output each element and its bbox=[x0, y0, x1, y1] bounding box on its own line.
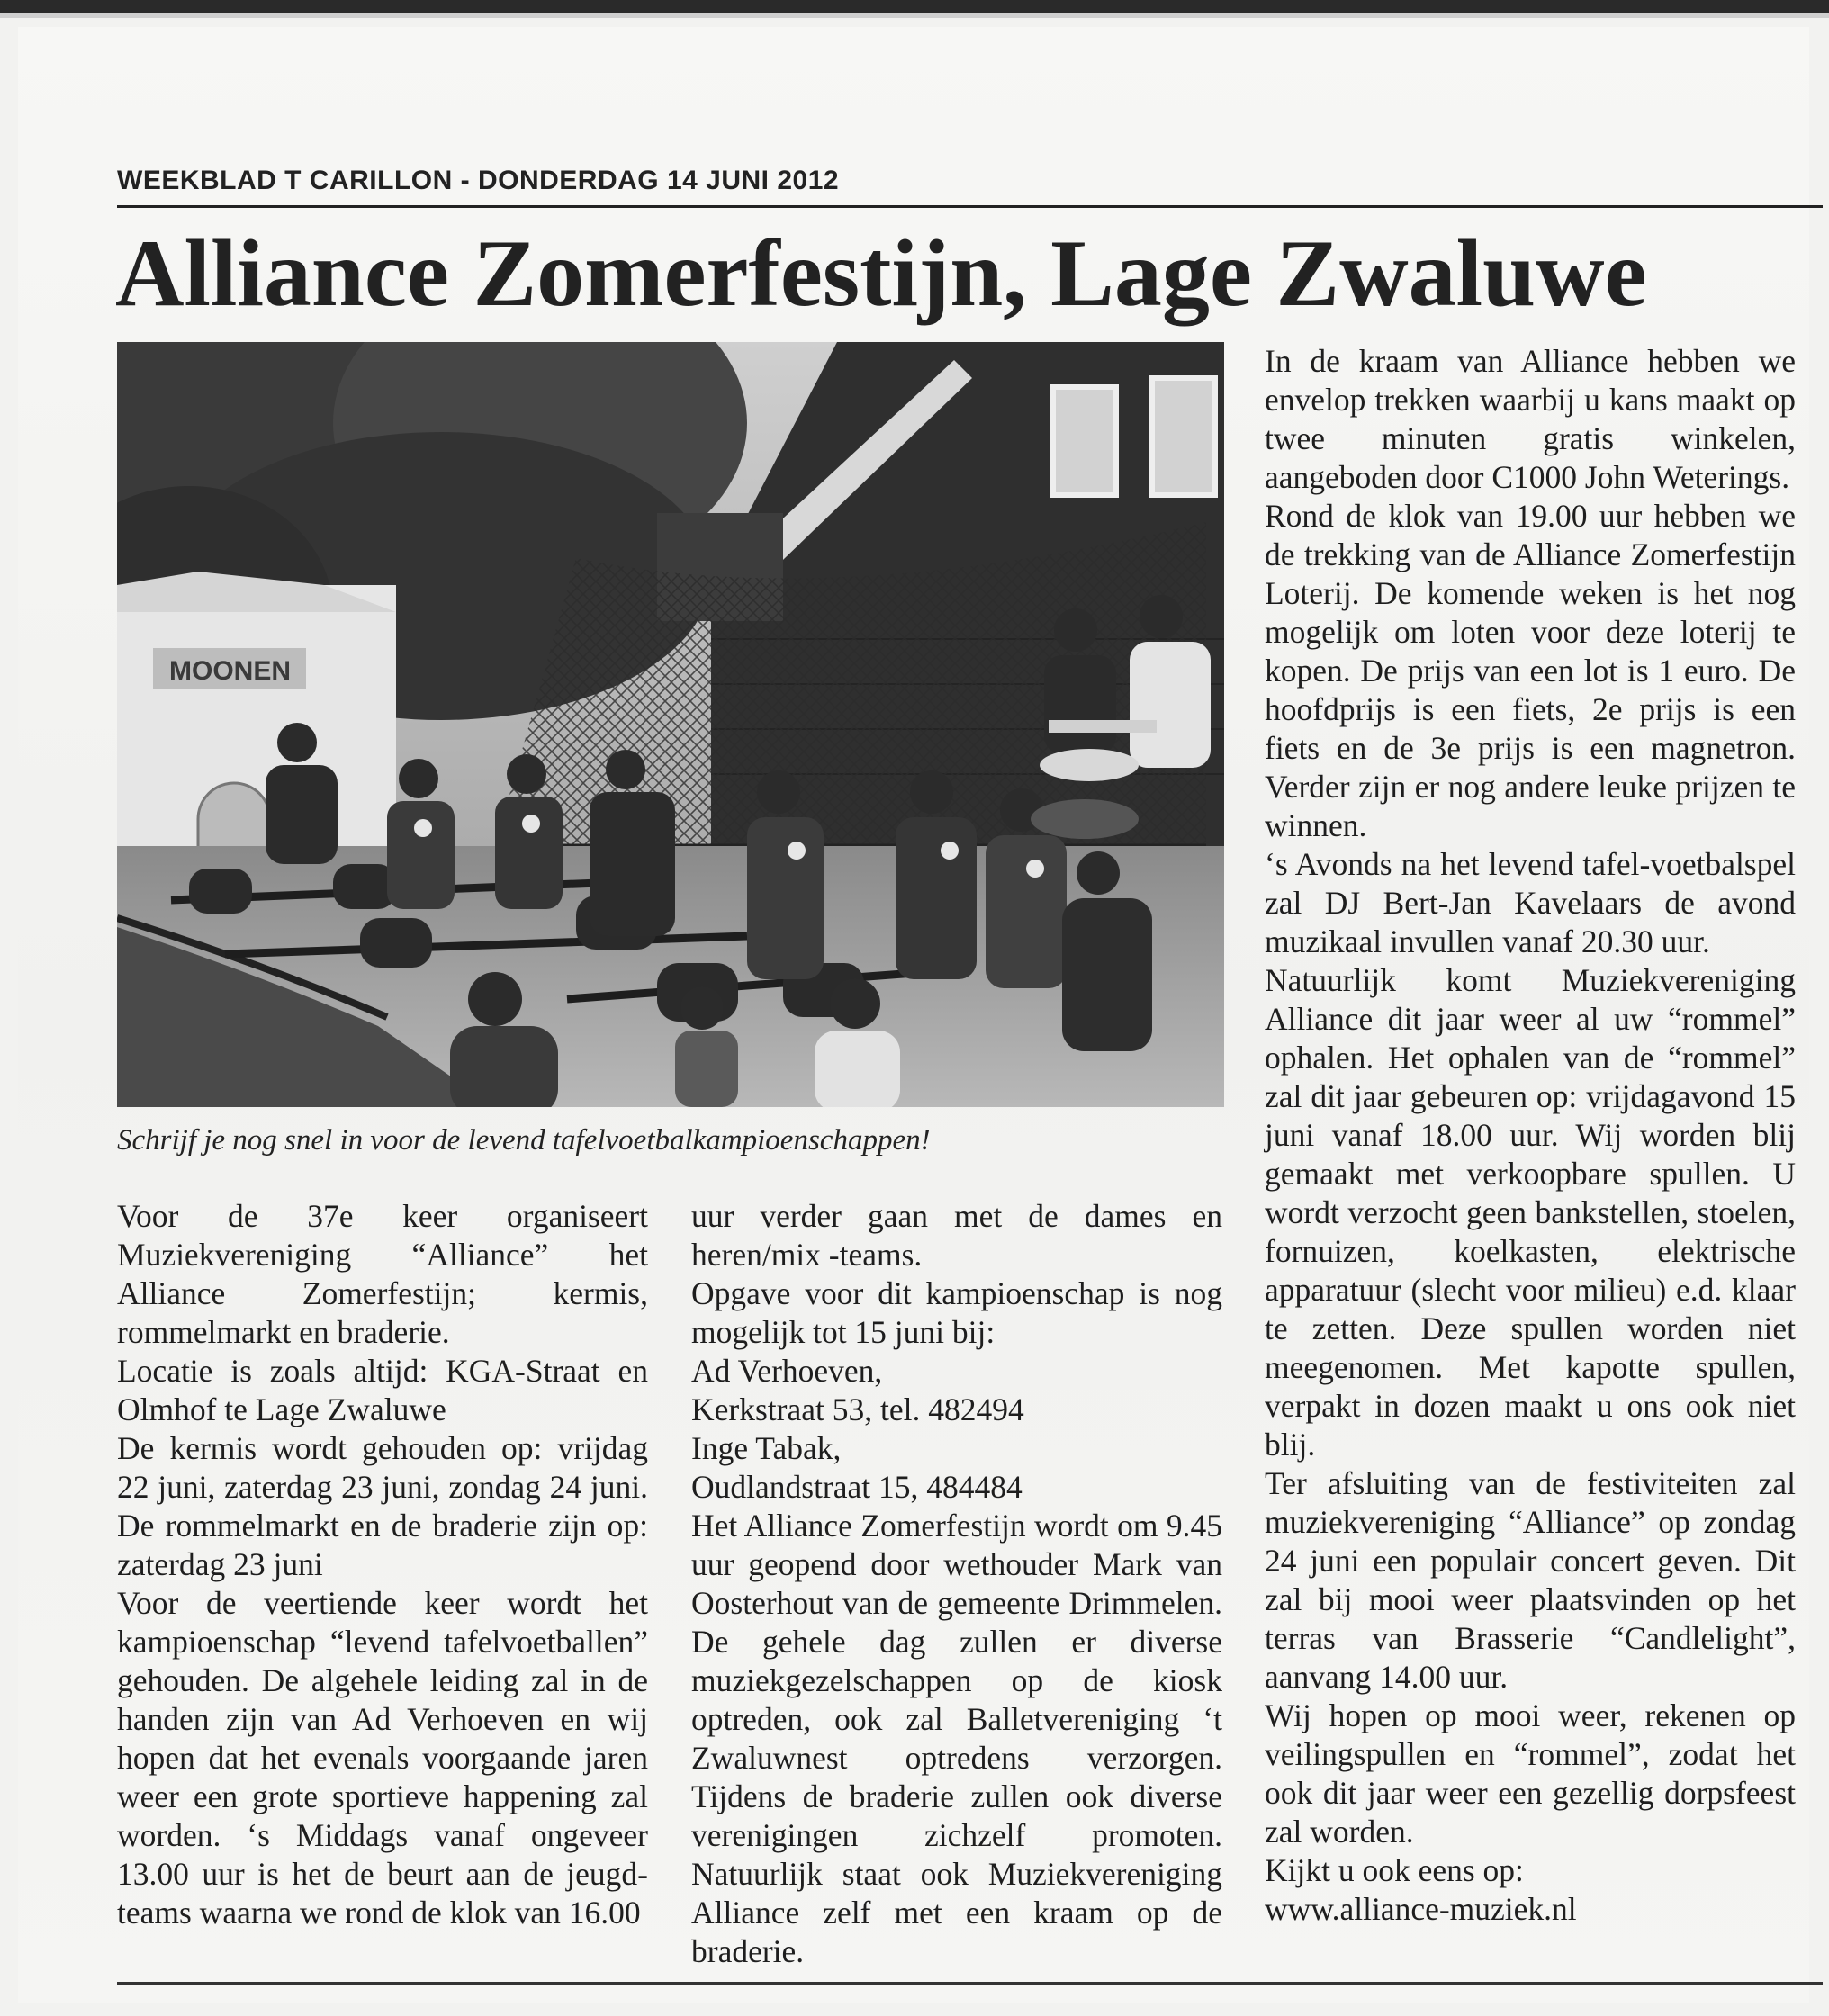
paragraph: Rond de klok van 19.00 uur hebben we de trekking van de Alliance Zomerfestijn Loterij. De komende weken is het nog mogelijk om loten voor deze loterij te kopen. De prijs van een lot is 1 euro. De hoofdprijs is een fiets, 2e prijs is een fiets en de 3e prijs is een magnetron. Verder zijn er nog andere leuke prijzen te winnen. bbox=[1265, 498, 1796, 843]
contact-address: Kerkstraat 53, tel. 482494 bbox=[691, 1391, 1024, 1427]
paragraph: De kermis wordt gehouden op: vrijdag 22 juni, zaterdag 23 juni, zondag 24 juni. De rommelmarkt en de braderie zijn op: zaterdag 23 juni bbox=[117, 1430, 648, 1582]
article-column-2 bbox=[691, 1197, 1222, 1971]
headline: Alliance Zomerfestijn, Lage Zwaluwe bbox=[115, 220, 1647, 326]
paragraph: Locatie is zoals altijd: KGA-Straat en Olmhof te Lage Zwaluwe bbox=[117, 1353, 648, 1427]
paragraph: In de kraam van Alliance hebben we envelop trekken waarbij u kans maakt op twee minuten gratis winkelen, aangeboden door C1000 John Weterings. bbox=[1265, 343, 1796, 495]
paragraph: Ter afsluiting van de festiviteiten zal muziekvereniging “Alliance” op zondag 24 juni een populair concert geven. Dit zal bij mooi weer plaatsvinden op het terras van Brasserie “Candlelight”, aanvang 14.00 uur. bbox=[1265, 1465, 1796, 1695]
paragraph: Het Alliance Zomerfestijn wordt om 9.45 uur geopend door wethouder Mark van Oosterhout van de gemeente Drimmelen. De gehele dag zullen er diverse muziekgezelschappen op de kiosk optreden, ook zal Balletvereniging ‘t Zwaluwnest optredens verzorgen. Tijdens de braderie zullen ook diverse verenigingen zichzelf promoten. Natuurlijk staat ook Muziekvereniging Alliance zelf met een kraam op de braderie. bbox=[691, 1508, 1222, 1969]
paragraph: uur verder gaan met de dames en heren/mix -teams. bbox=[691, 1198, 1222, 1273]
paragraph: ‘s Avonds na het levend tafel-voetbalspel zal DJ Bert-Jan Kavelaars de avond muzikaal invullen vanaf 20.30 uur. bbox=[1265, 846, 1796, 959]
website-url: www.alliance-muziek.nl bbox=[1265, 1891, 1577, 1927]
article-column-1 bbox=[117, 1197, 648, 1932]
masthead: WEEKBLAD T CARILLON - DONDERDAG 14 JUNI 2012 bbox=[117, 166, 840, 195]
scan-border-shadow bbox=[0, 13, 1829, 18]
bottom-rule bbox=[117, 1982, 1823, 1984]
paragraph: Opgave voor dit kampioenschap is nog mogelijk tot 15 juni bij: bbox=[691, 1275, 1222, 1350]
masthead-rule bbox=[117, 205, 1823, 208]
paragraph: Natuurlijk komt Muziekvereniging Alliance dit jaar weer al uw “rommel” ophalen. Het ophalen van de “rommel” zal dit jaar gebeuren op: vrijdagavond 15 juni vanaf 18.00 uur. Wij worden blij gemaakt met verkoopbare spullen. U wordt verzocht geen bankstellen, stoelen, fornuizen, koelkasten, elektrische apparatuur (slecht voor milieu) e.d. klaar te zetten. Deze spullen worden niet meegenomen. Met kapotte spullen, verpakt in dozen maakt u ons ook niet blij. bbox=[1265, 962, 1796, 1462]
photo-caption: Schrijf je nog snel in voor de levend tafelvoetbalkampioenschappen! bbox=[117, 1124, 931, 1156]
paragraph: Voor de veertiende keer wordt het kampioenschap “levend tafelvoetballen” gehouden. De algehele leiding zal in de handen zijn van Ad Verhoeven en wij hopen dat het evenals voorgaande jaren weer een grote sportieve happening zal worden. ‘s Middags vanaf ongeveer 13.00 uur is het de beurt aan de jeugd-teams waarna we rond de klok van 16.00 bbox=[117, 1585, 648, 1930]
photo-festival-table-football-icon bbox=[117, 342, 1224, 1107]
scan-border bbox=[0, 0, 1829, 13]
paragraph: Voor de 37e keer organiseert Muziekvereniging “Alliance” het Alliance Zomerfestijn; kermis, rommelmarkt en braderie. bbox=[117, 1198, 648, 1350]
paragraph: Kijkt u ook eens op: bbox=[1265, 1852, 1524, 1888]
paragraph: Wij hopen op mooi weer, rekenen op veilingspullen en “rommel”, zodat het ook dit jaar weer een gezellig dorpsfeest zal worden. bbox=[1265, 1697, 1796, 1850]
truck-lettering: MOONEN bbox=[169, 656, 291, 686]
article-column-3 bbox=[1265, 342, 1796, 1929]
article-photo bbox=[117, 342, 1224, 1107]
contact-name: Ad Verhoeven, bbox=[691, 1353, 883, 1389]
contact-name: Inge Tabak, bbox=[691, 1430, 842, 1466]
contact-address: Oudlandstraat 15, 484484 bbox=[691, 1469, 1023, 1505]
